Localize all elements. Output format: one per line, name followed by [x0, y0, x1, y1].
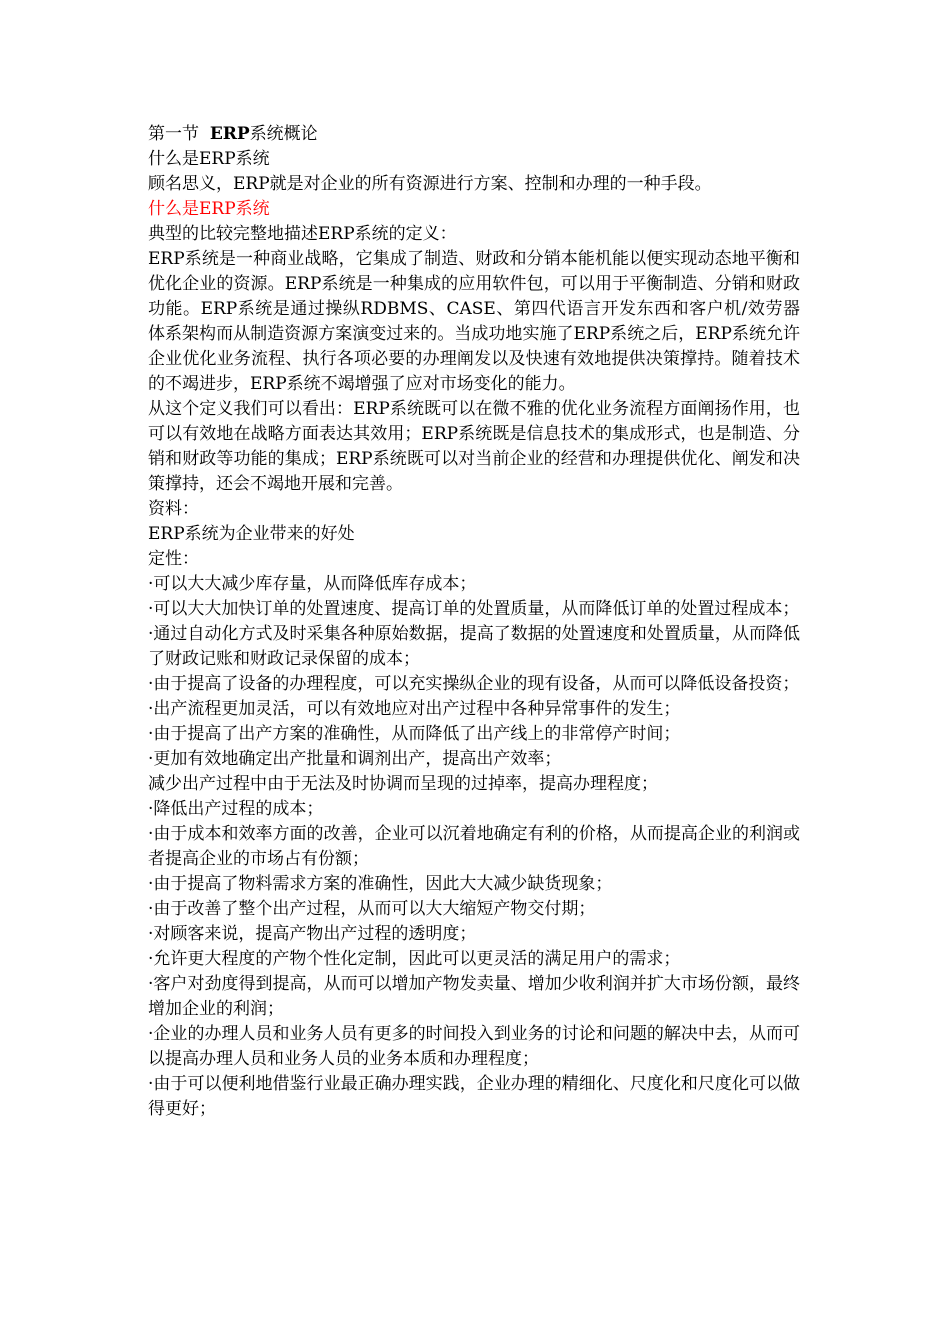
analysis-paragraph: 从这个定义我们可以看出：ERP系统既可以在微不雅的优化业务流程方面阐扬作用，也可以有效地在战略方面表达其效用；ERP系统既是信息技术的集成形式，也是制造、分销和财政等功能的集成；ERP系统既可以对当前企业的经营和办理提供优化、阐发和决策撑持，还会不竭地开展和完善。 — [148, 399, 800, 494]
heading-suffix: 系统概论 — [249, 124, 318, 144]
benefit-item: ·可以大大减少库存量，从而降低库存成本； — [148, 574, 477, 594]
benefit-item: ·由于提高了出产方案的准确性，从而降低了出产线上的非常停产时间； — [148, 724, 681, 744]
heading-prefix: 第一节 — [148, 124, 199, 144]
qualitative-label: 定性： — [148, 549, 199, 569]
definition-intro: 典型的比较完整地描述ERP系统的定义： — [148, 224, 457, 244]
benefit-item: ·由于可以便利地借鉴行业最正确办理实践，企业办理的精细化、尺度化和尺度化可以做得更好； — [148, 1074, 800, 1119]
benefit-item: ·可以大大加快订单的处置速度、提高订单的处置质量，从而降低订单的处置过程成本； — [148, 599, 800, 619]
benefit-item: ·对顾客来说，提高产物出产过程的透明度； — [148, 924, 477, 944]
benefit-item: ·由于成本和效率方面的改善，企业可以沉着地确定有利的价格，从而提高企业的利润或者提高企业的市场占有份额； — [148, 824, 800, 869]
benefits-title: ERP系统为企业带来的好处 — [148, 524, 355, 544]
paragraph-meaning: 顾名思义，ERP就是对企业的所有资源进行方案、控制和办理的一种手段。 — [148, 174, 712, 194]
heading-bold-term: ERP — [209, 124, 250, 144]
section-heading — [148, 122, 800, 147]
document-body — [148, 122, 800, 1122]
benefit-item: ·由于改善了整个出产过程，从而可以大大缩短产物交付期； — [148, 899, 596, 919]
benefit-item: ·更加有效地确定出产批量和调剂出产，提高出产效率； — [148, 749, 562, 769]
definition-paragraph: ERP系统是一种商业战略，它集成了制造、财政和分销本能机能以便实现动态地平衡和优化企业的资源。ERP系统是一种集成的应用软件包，可以用于平衡制造、分销和财政功能。ERP系统是通过操纵RDBMS、CASE、第四代语言开发东西和客户机/效劳器体系架构而从制造资源方案演变过来的。当成功地实施了ERP系统之后，ERP系统允许企业优化业务流程、执行各项必要的办理阐发以及快速有效地提供决策撑持。随着技术的不竭进步，ERP系统不竭增强了应对市场变化的能力。 — [148, 249, 800, 394]
benefit-item: ·通过自动化方式及时采集各种原始数据，提高了数据的处置速度和处置质量，从而降低了财政记账和财政记录保留的成本； — [148, 624, 800, 669]
subheading-what-is-erp-red: 什么是ERP系统 — [148, 199, 270, 219]
benefit-item: ·客户对劲度得到提高，从而可以增加产物发卖量、增加少收利润并扩大市场份额，最终增加企业的利润； — [148, 974, 800, 1019]
benefit-item: 减少出产过程中由于无法及时协调而呈现的过掉率，提高办理程度； — [148, 774, 658, 794]
benefit-item: ·允许更大程度的产物个性化定制，因此可以更灵活的满足用户的需求； — [148, 949, 681, 969]
benefit-item: ·企业的办理人员和业务人员有更多的时间投入到业务的讨论和问题的解决中去，从而可以提高办理人员和业务人员的业务本质和办理程度； — [148, 1024, 800, 1069]
benefit-item: ·由于提高了设备的办理程度，可以充实操纵企业的现有设备，从而可以降低设备投资； — [148, 674, 800, 694]
benefit-item: ·降低出产过程的成本； — [148, 799, 324, 819]
benefit-item: ·出产流程更加灵活，可以有效地应对出产过程中各种异常事件的发生； — [148, 699, 681, 719]
materials-label: 资料： — [148, 499, 199, 519]
subheading-what-is-erp: 什么是ERP系统 — [148, 149, 270, 169]
benefit-item: ·由于提高了物料需求方案的准确性，因此大大减少缺货现象； — [148, 874, 613, 894]
